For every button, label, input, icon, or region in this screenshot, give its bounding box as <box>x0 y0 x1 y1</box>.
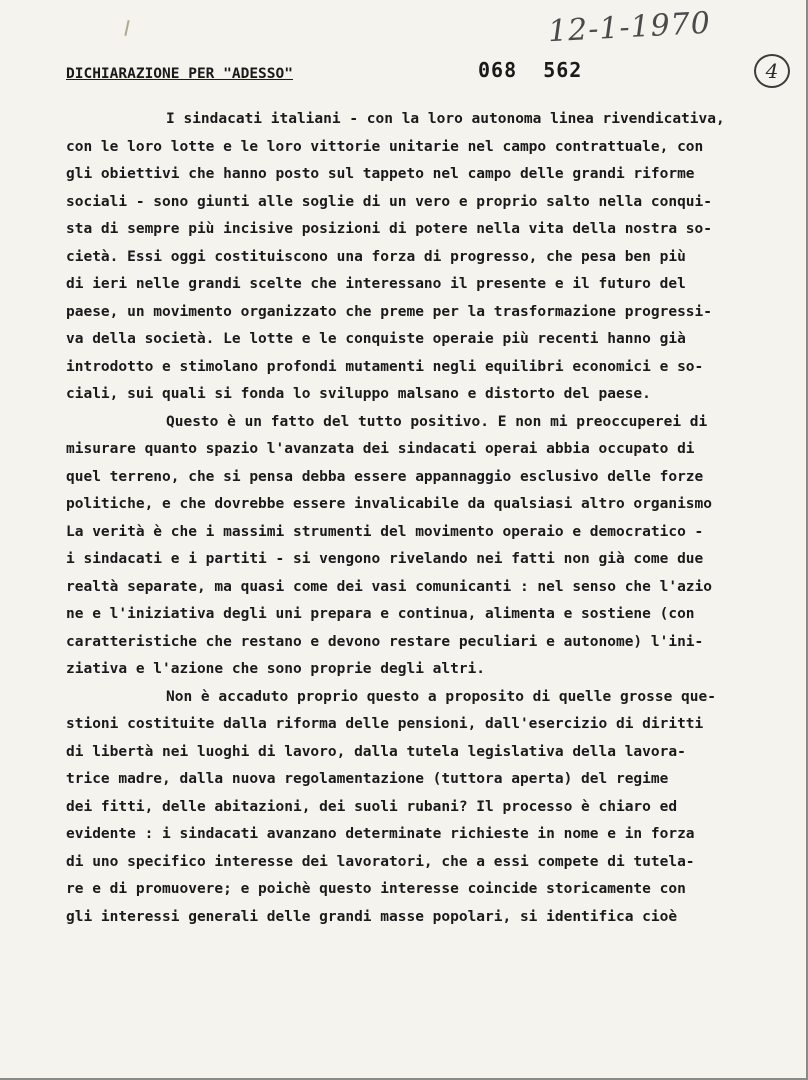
text-line: sta di sempre più incisive posizioni di potere nella vita della nostra so- <box>66 221 713 237</box>
text-line: gli interessi generali delle grandi masse popolari, si identifica cioè <box>66 908 678 925</box>
text-line: dei fitti, delle abitazioni, dei suoli rubani? Il processo è chiaro ed <box>66 798 678 815</box>
text-line: di ieri nelle grandi scelte che interessano il presente e il futuro del <box>66 276 686 292</box>
text-line: caratteristiche che restano e devono restare peculiari e autonome) l'ini- <box>66 633 704 650</box>
text-line: re e di promuovere; e poichè questo interesse coincide storicamente con <box>66 881 686 897</box>
text-line: i sindacati e i partiti - si vengono rivelando nei fatti non già come due <box>66 551 704 567</box>
text-line: Questo è un fatto del tutto positivo. E non mi preoccuperei di <box>166 413 708 430</box>
document-number: 068 562 <box>478 58 583 82</box>
document-title: DICHIARAZIONE PER "ADESSO" <box>66 66 293 82</box>
text-line: Non è accaduto proprio questo a proposito di quelle grosse que- <box>166 688 716 705</box>
text-line: ziativa e l'azione che sono proprie degli altri. <box>66 661 486 677</box>
page-number-text: 4 <box>765 59 779 83</box>
text-line: cietà. Essi oggi costituiscono una forza di progresso, che pesa ben più <box>66 248 686 265</box>
pencil-mark <box>124 20 129 36</box>
text-line: quel terreno, che si pensa debba essere appannaggio esclusivo delle forze <box>66 468 704 485</box>
text-line: trice madre, dalla nuova regolamentazione (tuttora aperta) del regime <box>66 771 669 787</box>
text-line: misurare quanto spazio l'avanzata dei sindacati operai abbia occupato di <box>66 441 695 457</box>
circled-page-number <box>754 54 790 88</box>
text-line: realtà separate, ma quasi come dei vasi comunicanti : nel senso che l'azio <box>66 578 713 595</box>
text-line: ciali, sui quali si fonda lo sviluppo malsano e distorto del paese. <box>66 386 651 402</box>
text-line: politiche, e che dovrebbe essere invalicabile da qualsiasi altro organismo <box>66 496 713 512</box>
text-line: ne e l'iniziativa degli uni prepara e continua, alimenta e sostiene (con <box>66 606 695 622</box>
text-line: di uno specifico interesse dei lavoratori, che a essi compete di tutela- <box>66 853 695 870</box>
text-line: gli obiettivi che hanno posto sul tappeto nel campo delle grandi riforme <box>66 166 695 182</box>
body-text <box>66 106 806 931</box>
handwritten-date: 12-1-1970 <box>547 5 712 50</box>
text-line: stioni costituite dalla riforma delle pensioni, dall'esercizio di diritti <box>66 716 704 732</box>
text-line: evidente : i sindacati avanzano determinate richieste in nome e in forza <box>66 826 695 842</box>
text-line: paese, un movimento organizzato che preme per la trasformazione progressi- <box>66 303 713 320</box>
text-line: I sindacati italiani - con la loro autonoma linea rivendicativa, <box>166 111 725 127</box>
text-line: sociali - sono giunti alle soglie di un vero e proprio salto nella conqui- <box>66 193 713 210</box>
text-line: introdotto e stimolano profondi mutamenti negli equilibri economici e so- <box>66 358 704 375</box>
text-line: La verità è che i massimi strumenti del movimento operaio e democratico - <box>66 523 704 540</box>
text-line: con le loro lotte e le loro vittorie unitarie nel campo contrattuale, con <box>66 138 704 155</box>
text-line: va della società. Le lotte e le conquiste operaie più recenti hanno già <box>66 331 686 347</box>
text-line: di libertà nei luoghi di lavoro, dalla tutela legislativa della lavora- <box>66 743 686 760</box>
